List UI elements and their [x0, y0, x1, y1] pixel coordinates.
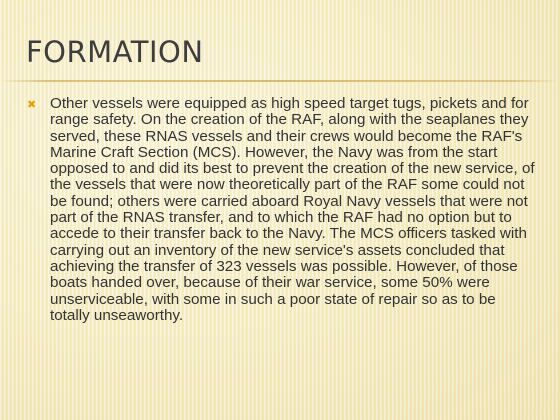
bullet-item	[26, 96, 538, 324]
x-mark-icon: ✖	[27, 98, 37, 111]
slide-title: FORMATION	[26, 35, 204, 69]
title-divider	[0, 80, 560, 82]
bullet-text: Other vessels were equipped as high speed target tugs, pickets and for range safety. On the creation of the RAF, along with the seaplanes they served, these RNAS vessels and their crews would become the RAF's Marine Craft Section (MCS). However, the Navy was from the start opposed to and did its best to prevent the creation of the new service, of the vessels that were now theoretically part of the RAF some could not be found; others were carried aboard Royal Navy vessels that were not part of the RNAS transfer, and to which the RAF had no option but to accede to their transfer back to the Navy. The MCS officers tasked with carrying out an inventory of the new service's assets concluded that achieving the transfer of 323 vessels was possible. However, of those boats handed over, because of their war service, some 50% were unserviceable, with some in such a poor state of repair so as to be totally unseaworthy.	[50, 95, 535, 324]
bullet-list	[26, 96, 538, 324]
